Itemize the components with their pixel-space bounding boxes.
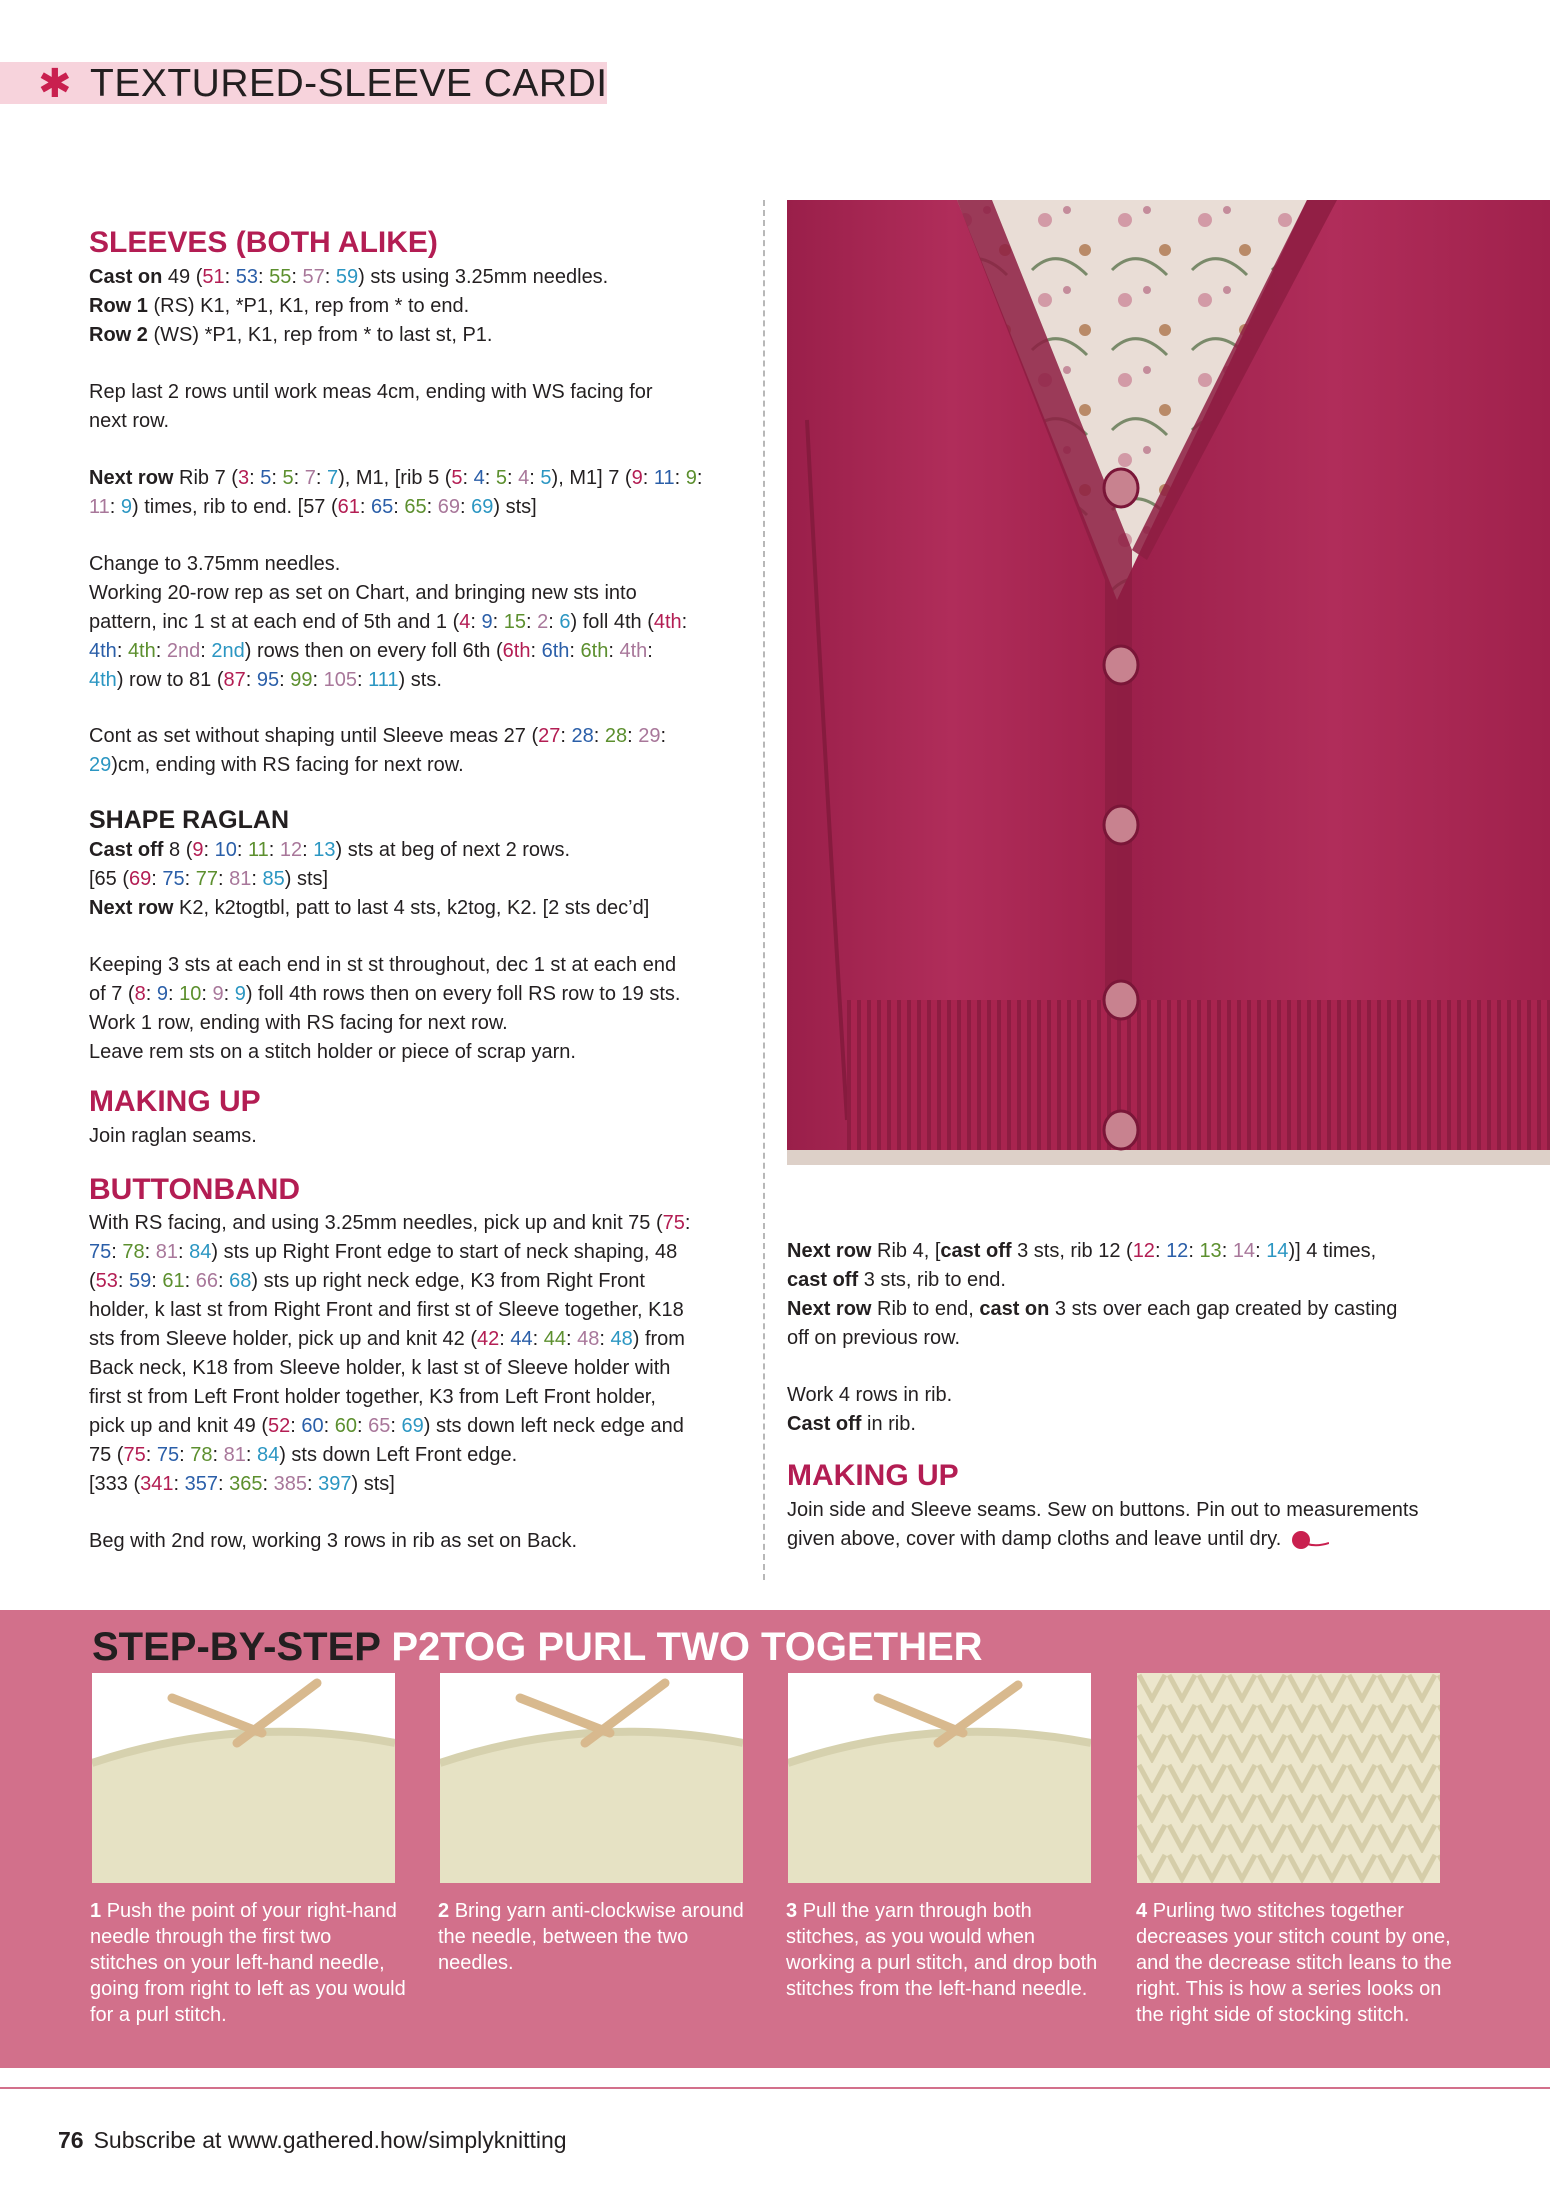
buttonband-line: 75: 78: 81: 84) sts up Right Front edge to start of neck shaping, 48 (89, 1241, 678, 1263)
work-1-row-line: Work 1 row, ending with RS facing for next row. (89, 1012, 508, 1034)
shape-raglan-heading: SHAPE RAGLAN (89, 806, 290, 834)
cast-off-rib-line: Cast off in rib. (787, 1413, 916, 1435)
working-line: Working 20-row rep as set on Chart, and bringing new sts into (89, 582, 637, 604)
section-header (0, 62, 607, 104)
step-4-photo (1137, 1673, 1440, 1883)
work-4-rows-line: Work 4 rows in rib. (787, 1384, 953, 1406)
step-2-photo (440, 1673, 743, 1883)
section-title: TEXTURED-SLEEVE CARDI (90, 62, 608, 105)
next-row-line: Next row Rib 7 (3: 5: 5: 7: 7), M1, [rib 5 (5: 4: 5: 4: 5), M1] 7 (9: 11: 9: (89, 467, 703, 489)
next-row-dec-line: Next row K2, k2togtbl, patt to last 4 sts, k2tog, K2. [2 sts dec’d] (89, 897, 650, 919)
buttonband-line: first st from Left Front holder together, K3 from Left Front holder, (89, 1386, 656, 1408)
step-2-caption: 2 Bring yarn anti-clockwise around the needle, between the two needles. (438, 1900, 744, 1974)
sleeves-heading: SLEEVES (BOTH ALIKE) (89, 226, 438, 259)
next-row-caston-line: Next row Rib to end, cast on 3 sts over each gap created by casting (787, 1298, 1398, 1320)
step-by-step-title: STEP-BY-STEP P2TOG PURL TWO TOGETHER (92, 1625, 983, 1669)
step-3-photo (788, 1673, 1091, 1883)
buttonband-heading: BUTTONBAND (89, 1173, 301, 1206)
buttonband-line: Back neck, K18 from Sleeve holder, k last st of Sleeve holder with (89, 1357, 671, 1379)
buttonband-line: (53: 59: 61: 66: 68) sts up right neck edge, K3 from Right Front (89, 1270, 645, 1292)
page-number: 76 (58, 2127, 84, 2153)
next-row-castoff-line: Next row Rib 4, [cast off 3 sts, rib 12 (12: 12: 13: 14: 14)] 4 times, (787, 1240, 1377, 1262)
making-up-heading: MAKING UP (787, 1459, 959, 1492)
buttonband-line: pick up and knit 49 (52: 60: 60: 65: 69) sts down left neck edge and (89, 1415, 684, 1437)
working-line: 4th: 4th: 2nd: 2nd) rows then on every foll 6th (6th: 6th: 6th: 4th: (89, 640, 653, 662)
subscribe-link[interactable]: Subscribe at www.gathered.how/simplyknitting (93, 2127, 567, 2153)
making-up-line: Join side and Sleeve seams. Sew on buttons. Pin out to measurements (787, 1499, 1419, 1521)
buttonband-line: sts from Sleeve holder, pick up and knit 42 (42: 44: 44: 48: 48) from (89, 1328, 685, 1350)
footer-rule (0, 2087, 1550, 2089)
cast-off-line: Cast off 8 (9: 10: 11: 12: 13) sts at beg of next 2 rows. (89, 839, 571, 861)
row-1-line: Row 1 (RS) K1, *P1, K1, rep from * to end. (89, 295, 470, 317)
stitch-count-line: [65 (69: 75: 77: 81: 85) sts] (89, 868, 329, 890)
rep-line: next row. (89, 410, 170, 432)
change-line: Change to 3.75mm needles. (89, 553, 341, 575)
next-row-caston-line: off on previous row. (787, 1327, 961, 1349)
making-up-heading: MAKING UP (89, 1085, 261, 1118)
cont-line: 29)cm, ending with RS facing for next row. (89, 754, 464, 776)
buttonband-line: 75 (75: 75: 78: 81: 84) sts down Left Front edge. (89, 1444, 518, 1466)
next-row-line: 11: 9) times, rib to end. [57 (61: 65: 65: 69: 69) sts] (89, 496, 537, 518)
cont-line: Cont as set without shaping until Sleeve meas 27 (27: 28: 28: 29: (89, 725, 667, 747)
asterisk-icon: ✱ (38, 62, 72, 106)
beg-line: Beg with 2nd row, working 3 rows in rib as set on Back. (89, 1530, 578, 1552)
step-4-caption: 4 Purling two stitches together decreases your stitch count by one, and the decrease stitch leans to the right. This is how a series looks on the right side of stocking stitch. (1136, 1900, 1452, 2026)
footer (58, 2125, 567, 2155)
buttonband-line: [333 (341: 357: 365: 385: 397) sts] (89, 1473, 395, 1495)
cast-off-line: cast off 3 sts, rib to end. (787, 1269, 1006, 1291)
join-raglan-line: Join raglan seams. (89, 1125, 257, 1147)
leave-line: Leave rem sts on a stitch holder or piece of scrap yarn. (89, 1041, 576, 1063)
column-divider (763, 200, 765, 1580)
working-line: 4th) row to 81 (87: 95: 99: 105: 111) sts. (89, 669, 442, 691)
working-line: pattern, inc 1 st at each end of 5th and 1 (4: 9: 15: 2: 6) foll 4th (4th: (89, 611, 688, 633)
keeping-line: Keeping 3 sts at each end in st st throughout, dec 1 st at each end (89, 954, 677, 976)
rep-line: Rep last 2 rows until work meas 4cm, ending with WS facing for (89, 381, 653, 403)
cardigan-photo (787, 200, 1550, 1165)
keeping-line: of 7 (8: 9: 10: 9: 9) foll 4th rows then on every foll RS row to 19 sts. (89, 983, 681, 1005)
cast-on-line: Cast on 49 (51: 53: 55: 57: 59) sts using 3.25mm needles. (89, 266, 609, 288)
yarn-ball-icon (1289, 1529, 1329, 1551)
buttonband-line: With RS facing, and using 3.25mm needles, pick up and knit 75 (75: (89, 1212, 691, 1234)
buttonband-line: holder, k last st from Right Front and first st of Sleeve together, K18 (89, 1299, 684, 1321)
step-1-caption: 1 Push the point of your right-hand needle through the first two stitches on your left-hand needle, going from right to left as you would for a purl stitch. (90, 1900, 406, 2026)
making-up-line: given above, cover with damp cloths and leave until dry. (787, 1525, 1329, 1554)
step-3-caption: 3 Pull the yarn through both stitches, as you would when working a purl stitch, and drop both stitches from the left-hand needle. (786, 1900, 1098, 2000)
row-2-line: Row 2 (WS) *P1, K1, rep from * to last st, P1. (89, 324, 493, 346)
step-1-photo (92, 1673, 395, 1883)
